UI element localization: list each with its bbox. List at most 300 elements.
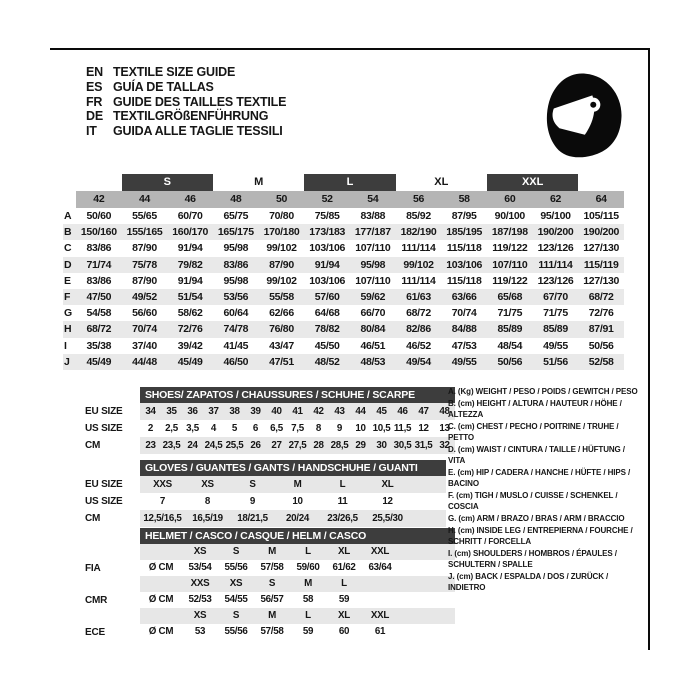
size-value-cell: 74/78: [213, 321, 259, 337]
helmet-value: 57/58: [260, 626, 284, 637]
size-value-cell: 60/70: [177, 210, 203, 222]
value-cell: 11: [337, 496, 348, 507]
row-letter: J: [63, 354, 76, 370]
value-cell: 48: [434, 403, 455, 420]
size-value-cell: 83/86: [86, 274, 112, 287]
size-value-cell: 45/50: [314, 339, 340, 352]
language-row: [86, 65, 286, 80]
value-cell: 29: [350, 437, 371, 454]
helmet-value: 57/58: [260, 562, 284, 573]
row-letter: A: [64, 210, 72, 222]
size-value-cell: 68/72: [406, 307, 431, 320]
legend-item: G. (cm) ARM / BRAZO / BRAS / ARM / BRACCIO: [448, 514, 625, 524]
value-cell: 32: [434, 437, 455, 454]
helmet-sizes-row-ece: [85, 608, 455, 624]
row-label: US SIZE: [85, 496, 123, 507]
size-value-cell: 51/56: [533, 354, 579, 370]
value-cell: 23/26,5: [320, 510, 365, 527]
helmet-value: 56/57: [260, 594, 284, 605]
helmet-size: L: [326, 576, 362, 592]
value-cell: 3,5: [186, 423, 199, 434]
size-value-cell: 84/88: [441, 321, 487, 337]
size-value-cell: 95/100: [540, 210, 571, 222]
helmet-size: L: [290, 544, 326, 560]
size-value-cell: 48/54: [497, 339, 523, 352]
size-value-cell: 107/110: [355, 274, 391, 287]
helmet-value: 55/56: [224, 626, 248, 637]
size-value-cell: 62/66: [269, 307, 294, 320]
size-value-cell: 54/58: [86, 307, 112, 320]
size-value-cell: 45/49: [167, 354, 213, 370]
size-value-cell: 105/115: [583, 210, 619, 222]
value-cell: 23,5: [161, 437, 182, 454]
value-cell: 27: [266, 437, 287, 454]
size-number: 46: [167, 191, 213, 208]
value-cell: 28,5: [329, 437, 350, 454]
value-cell: 42: [308, 403, 329, 420]
legend-item: H. (cm) INSIDE LEG / ENTREPIERNA / FOURCHE / SCHRITT / FORCELLA: [448, 525, 633, 547]
filler-cell: [398, 592, 455, 608]
size-value-cell: 46/51: [360, 339, 386, 352]
size-value-cell: 49/55: [441, 354, 487, 370]
row-letter: E: [64, 274, 72, 287]
size-value-cell: 50/56: [487, 354, 533, 370]
size-value-cell: 107/110: [487, 257, 533, 273]
size-value-cell: 190/200: [533, 224, 579, 240]
size-value-cell: 182/190: [396, 224, 442, 240]
row-letter: B: [63, 224, 76, 240]
size-value-cell: 99/102: [266, 274, 297, 287]
size-value-cell: 99/102: [396, 257, 442, 273]
value-cell: 34: [140, 403, 161, 420]
helmet-size: M: [254, 608, 290, 624]
value-cell: 35: [161, 403, 182, 420]
gloves-row-eu-size: [85, 476, 446, 493]
value-cell: 25,5/30: [365, 510, 410, 527]
language-code: FR: [86, 94, 103, 109]
blank-unit-cell: [140, 608, 182, 624]
size-value-cell: 70/74: [451, 307, 477, 320]
helmet-size: XL: [326, 544, 362, 560]
size-value-cell: 87/95: [451, 210, 477, 222]
helmet-size: S: [254, 576, 290, 592]
size-value-cell: 119/122: [492, 274, 528, 287]
size-value-cell: 82/86: [396, 321, 442, 337]
size-value-cell: 85/89: [533, 321, 579, 337]
gloves-size-table: [85, 459, 446, 527]
helmet-size: S: [218, 608, 254, 624]
value-cell: 12: [382, 496, 393, 507]
helmet-value: 53/54: [188, 562, 212, 573]
size-value-cell: 49/54: [396, 354, 442, 370]
language-row: [86, 95, 286, 110]
measurement-row-F: [63, 289, 624, 305]
value-cell: XL: [365, 476, 410, 493]
size-value-cell: 83/88: [360, 210, 386, 222]
row-label: CM: [85, 513, 101, 524]
size-value-cell: 111/114: [533, 257, 579, 273]
value-cell: 40: [266, 403, 287, 420]
size-value-cell: 85/92: [406, 210, 431, 222]
shoes-row-cm: [85, 437, 455, 454]
size-value-cell: 39/42: [177, 339, 203, 352]
size-value-cell: 59/62: [350, 289, 396, 305]
value-cell: 8: [204, 496, 211, 507]
size-value-cell: 68/72: [76, 321, 122, 337]
size-group-L: L: [304, 174, 395, 191]
size-value-cell: 173/183: [304, 224, 350, 240]
size-value-cell: 65/68: [487, 289, 533, 305]
value-cell: 10,5: [372, 423, 391, 434]
size-value-cell: 85/89: [487, 321, 533, 337]
size-value-cell: 90/100: [494, 210, 525, 222]
size-value-cell: 91/94: [177, 274, 203, 287]
value-cell: 4: [210, 423, 217, 434]
size-value-cell: 83/86: [86, 242, 112, 255]
filler-cell: [410, 493, 446, 510]
size-number: 64: [578, 191, 624, 208]
value-cell: 26: [245, 437, 266, 454]
size-value-cell: 66/70: [360, 307, 386, 320]
size-value-cell: 123/126: [537, 242, 574, 255]
size-value-cell: 115/118: [446, 274, 482, 287]
size-value-cell: 37/40: [132, 339, 157, 352]
helmet-value: 60: [338, 626, 350, 637]
size-number: 44: [122, 191, 168, 208]
size-value-cell: 68/72: [578, 289, 624, 305]
size-value-cell: 58/62: [177, 307, 203, 320]
value-cell: 36: [182, 403, 203, 420]
helmet-values-row-fia: [85, 560, 455, 576]
value-cell: M: [275, 476, 320, 493]
shoes-title-row: [85, 386, 455, 403]
size-value-cell: 55/58: [259, 289, 305, 305]
size-value-cell: 91/94: [304, 257, 350, 273]
value-cell: 2: [147, 423, 154, 434]
row-letter: I: [64, 339, 67, 352]
row-label: US SIZE: [85, 423, 123, 434]
size-value-cell: 43/47: [269, 339, 294, 352]
value-cell: XXS: [140, 476, 185, 493]
helmet-value: 55/56: [224, 562, 248, 573]
size-value-cell: 47/51: [259, 354, 305, 370]
size-value-cell: 67/70: [533, 289, 579, 305]
size-value-cell: 51/54: [167, 289, 213, 305]
size-value-cell: 49/55: [543, 339, 568, 352]
unit-cell: Ø CM: [148, 562, 174, 573]
helmet-size: XXL: [362, 544, 398, 560]
guide-title: TEXTILE SIZE GUIDE: [113, 65, 236, 79]
language-code: DE: [86, 109, 103, 124]
size-value-cell: 155/165: [122, 224, 168, 240]
value-cell: XS: [185, 476, 230, 493]
helmet-value: 59: [302, 626, 314, 637]
size-value-cell: 107/110: [355, 242, 391, 255]
legend-item: D. (cm) WAIST / CINTURA / TAILLE / HÜFTUNG / VITA: [448, 444, 625, 466]
size-value-cell: 91/94: [177, 242, 203, 255]
gloves-row-cm: [85, 510, 446, 527]
value-cell: 20/24: [275, 510, 320, 527]
size-value-cell: 75/78: [122, 257, 168, 273]
size-value-cell: 64/68: [314, 307, 340, 320]
size-value-cell: 150/160: [76, 224, 122, 240]
helmet-size: [362, 576, 398, 592]
size-value-cell: 70/80: [269, 210, 294, 222]
size-value-cell: 50/60: [86, 210, 112, 222]
language-row: [86, 80, 286, 95]
size-value-cell: 87/90: [132, 242, 157, 255]
helmet-value: 52/53: [188, 594, 212, 605]
measurement-row-E: [63, 273, 624, 289]
size-value-cell: 103/106: [441, 257, 487, 273]
measurement-row-I: [63, 338, 624, 354]
filler-cell: [410, 476, 446, 493]
measurement-row-G: [63, 305, 624, 321]
helmet-values-row-ece: [85, 624, 455, 640]
blank-unit-cell: [140, 544, 182, 560]
size-value-cell: 185/195: [441, 224, 487, 240]
helmet-size: XS: [182, 608, 218, 624]
size-value-cell: 45/49: [76, 354, 122, 370]
filler-cell: [398, 608, 455, 624]
value-cell: 16,5/19: [185, 510, 230, 527]
helmet-value: [362, 592, 398, 608]
helmet-size: L: [290, 608, 326, 624]
size-value-cell: 111/114: [401, 242, 436, 255]
helmet-value: 61/62: [332, 562, 356, 573]
unit-cell: Ø CM: [148, 626, 174, 637]
size-value-cell: 95/98: [223, 274, 249, 287]
language-code: ES: [86, 79, 103, 94]
helmet-value: 59: [338, 594, 350, 605]
size-value-cell: 177/187: [350, 224, 396, 240]
measurement-row-C: [63, 240, 624, 256]
standard-label: FIA: [85, 562, 101, 574]
row-label: CM: [85, 440, 101, 451]
value-cell: 10: [292, 496, 303, 507]
size-value-cell: 48/52: [304, 354, 350, 370]
size-value-cell: 72/76: [588, 307, 614, 320]
size-value-cell: 76/80: [259, 321, 305, 337]
size-number: 56: [396, 191, 442, 208]
size-value-cell: 170/180: [259, 224, 305, 240]
size-value-cell: 127/130: [583, 274, 620, 287]
size-value-cell: 165/175: [213, 224, 259, 240]
gloves-title-bar: GLOVES / GUANTES / GANTS / HANDSCHUHE / GUANTI: [140, 460, 446, 476]
measurement-legend: [448, 386, 642, 594]
value-cell: 13: [439, 423, 450, 434]
shoes-row-eu-size: [85, 403, 455, 420]
value-cell: 37: [203, 403, 224, 420]
size-value-cell: 127/130: [583, 242, 620, 255]
helmet-size: XL: [326, 608, 362, 624]
value-cell: 39: [245, 403, 266, 420]
corner-blank-cell: [63, 191, 76, 208]
size-value-cell: 87/90: [132, 274, 157, 287]
frame-right-border: [648, 48, 650, 650]
value-cell: L: [320, 476, 365, 493]
language-row: [86, 109, 286, 124]
size-value-cell: 75/85: [314, 210, 340, 222]
row-label: EU SIZE: [85, 406, 123, 417]
filler-cell: [398, 560, 455, 576]
guide-title: GUIDE DES TAILLES TEXTILE: [113, 94, 287, 109]
legend-item: E. (cm) HIP / CADERA / HANCHE / HÜFTE / HIPS / BACINO: [448, 467, 631, 489]
value-cell: 2,5: [165, 423, 178, 434]
legend-item: B. (cm) HEIGHT / ALTURA / HAUTEUR / HÖHE / ALTEZZA: [448, 398, 622, 420]
legend-item: C. (cm) CHEST / PECHO / POITRINE / TRUHE / PETTO: [448, 421, 619, 443]
value-cell: 43: [329, 403, 350, 420]
value-cell: 9: [249, 496, 256, 507]
helmet-size: XXS: [182, 576, 218, 592]
helmet-sizes-row-cmr: [85, 576, 455, 592]
value-cell: 8: [315, 423, 322, 434]
unit-cell: Ø CM: [148, 594, 174, 605]
value-cell: 41: [287, 403, 308, 420]
row-letter: H: [63, 321, 76, 337]
filler-cell: [410, 510, 446, 527]
size-number: 54: [350, 191, 396, 208]
helmet-value: 58: [302, 594, 314, 605]
blank-unit-cell: [140, 576, 182, 592]
value-cell: 38: [224, 403, 245, 420]
value-cell: 11,5: [393, 423, 412, 434]
size-value-cell: 60/64: [223, 307, 249, 320]
helmet-values-row-cmr: [85, 592, 455, 608]
shoes-row-us-size: [85, 420, 455, 437]
value-cell: 18/21,5: [230, 510, 275, 527]
size-value-cell: 83/86: [213, 257, 259, 273]
size-number: 48: [213, 191, 259, 208]
value-cell: 6,5: [270, 423, 283, 434]
language-code: IT: [86, 124, 97, 139]
value-cell: 12,5/16,5: [140, 510, 185, 527]
size-group-S: S: [122, 174, 213, 191]
size-number: 62: [533, 191, 579, 208]
frame-top-border: [50, 48, 650, 50]
size-value-cell: 57/60: [304, 289, 350, 305]
standard-label: CMR: [85, 594, 108, 606]
size-value-cell: 115/119: [578, 257, 624, 273]
helmet-sizes-row-fia: [85, 544, 455, 560]
value-cell: 31,5: [413, 437, 434, 454]
size-value-cell: 79/82: [167, 257, 213, 273]
value-cell: 28: [308, 437, 329, 454]
size-value-cell: 55/65: [132, 210, 157, 222]
legend-item: I. (cm) SHOULDERS / HOMBROS / ÉPAULES / SCHULTERN / SPALLE: [448, 548, 617, 570]
size-value-cell: 56/60: [132, 307, 157, 320]
value-cell: S: [230, 476, 275, 493]
size-value-cell: 53/56: [213, 289, 259, 305]
size-value-cell: 87/90: [259, 257, 305, 273]
value-cell: 9: [336, 423, 343, 434]
size-value-cell: 190/200: [578, 224, 624, 240]
helmet-icon: [534, 69, 630, 163]
size-number: 42: [76, 191, 122, 208]
value-cell: 10: [355, 423, 366, 434]
row-letter: G: [64, 307, 73, 320]
value-cell: 7,5: [291, 423, 304, 434]
size-value-cell: 160/170: [167, 224, 213, 240]
measurement-row-J: [63, 354, 624, 370]
measurement-row-A: [63, 208, 624, 224]
row-letter: C: [64, 242, 72, 255]
size-group-M: M: [254, 176, 264, 188]
size-value-cell: 103/106: [309, 242, 346, 255]
size-value-cell: 80/84: [350, 321, 396, 337]
size-value-cell: 78/82: [304, 321, 350, 337]
measurement-row-D: [63, 257, 624, 273]
size-group-XL: XL: [434, 176, 449, 188]
size-group-row: [63, 174, 624, 191]
filler-cell: [398, 624, 455, 640]
value-cell: 23: [140, 437, 161, 454]
helmet-size: S: [218, 544, 254, 560]
size-value-cell: 46/50: [213, 354, 259, 370]
helmet-title-row: [85, 528, 455, 544]
size-value-cell: 71/75: [543, 307, 568, 320]
value-cell: 24: [182, 437, 203, 454]
size-group-blank: [578, 174, 624, 191]
filler-cell: [398, 544, 455, 560]
value-cell: 30,5: [392, 437, 413, 454]
value-cell: 30: [371, 437, 392, 454]
size-value-cell: 48/53: [350, 354, 396, 370]
row-letter: D: [63, 257, 76, 273]
helmet-size: XS: [182, 544, 218, 560]
value-cell: 25,5: [224, 437, 245, 454]
size-number: 60: [487, 191, 533, 208]
size-value-cell: 95/98: [223, 242, 249, 255]
language-row: [86, 124, 286, 139]
size-value-cell: 103/106: [309, 274, 346, 287]
value-cell: 27,5: [287, 437, 308, 454]
size-value-cell: 87/91: [578, 321, 624, 337]
size-value-cell: 123/126: [537, 274, 574, 287]
helmet-value: 59/60: [296, 562, 320, 573]
value-cell: 12: [418, 423, 429, 434]
helmet-value: 61: [374, 626, 386, 637]
size-value-cell: 44/48: [122, 354, 168, 370]
size-value-cell: 111/114: [401, 274, 436, 287]
guide-title: GUIDA ALLE TAGLIE TESSILI: [113, 124, 283, 139]
helmet-size: M: [254, 544, 290, 560]
legend-item: J. (cm) BACK / ESPALDA / DOS / ZURÜCK / INDIETRO: [448, 571, 609, 593]
size-group-XXL: XXL: [487, 174, 578, 191]
guide-title: GUÍA DE TALLAS: [113, 79, 214, 94]
legend-item: F. (cm) TIGH / MUSLO / CUISSE / SCHENKEL / COSCIA: [448, 490, 618, 512]
helmet-size: XS: [218, 576, 254, 592]
size-value-cell: 50/56: [588, 339, 614, 352]
size-number: 52: [304, 191, 350, 208]
helmet-value: 54/55: [224, 594, 248, 605]
size-value-cell: 115/118: [446, 242, 482, 255]
size-value-cell: 47/53: [451, 339, 477, 352]
measurement-row-B: [63, 224, 624, 240]
size-value-cell: 52/58: [578, 354, 624, 370]
value-cell: 7: [159, 496, 166, 507]
value-cell: 6: [252, 423, 259, 434]
standard-label: ECE: [85, 626, 105, 638]
textile-size-table: [63, 174, 624, 370]
size-group-blank: [63, 174, 122, 191]
helmet-value: 63/64: [368, 562, 392, 573]
value-cell: 24,5: [203, 437, 224, 454]
size-value-cell: 187/198: [487, 224, 533, 240]
language-title-list: [86, 65, 286, 139]
size-number: 58: [441, 191, 487, 208]
gloves-title-row: [85, 459, 446, 476]
